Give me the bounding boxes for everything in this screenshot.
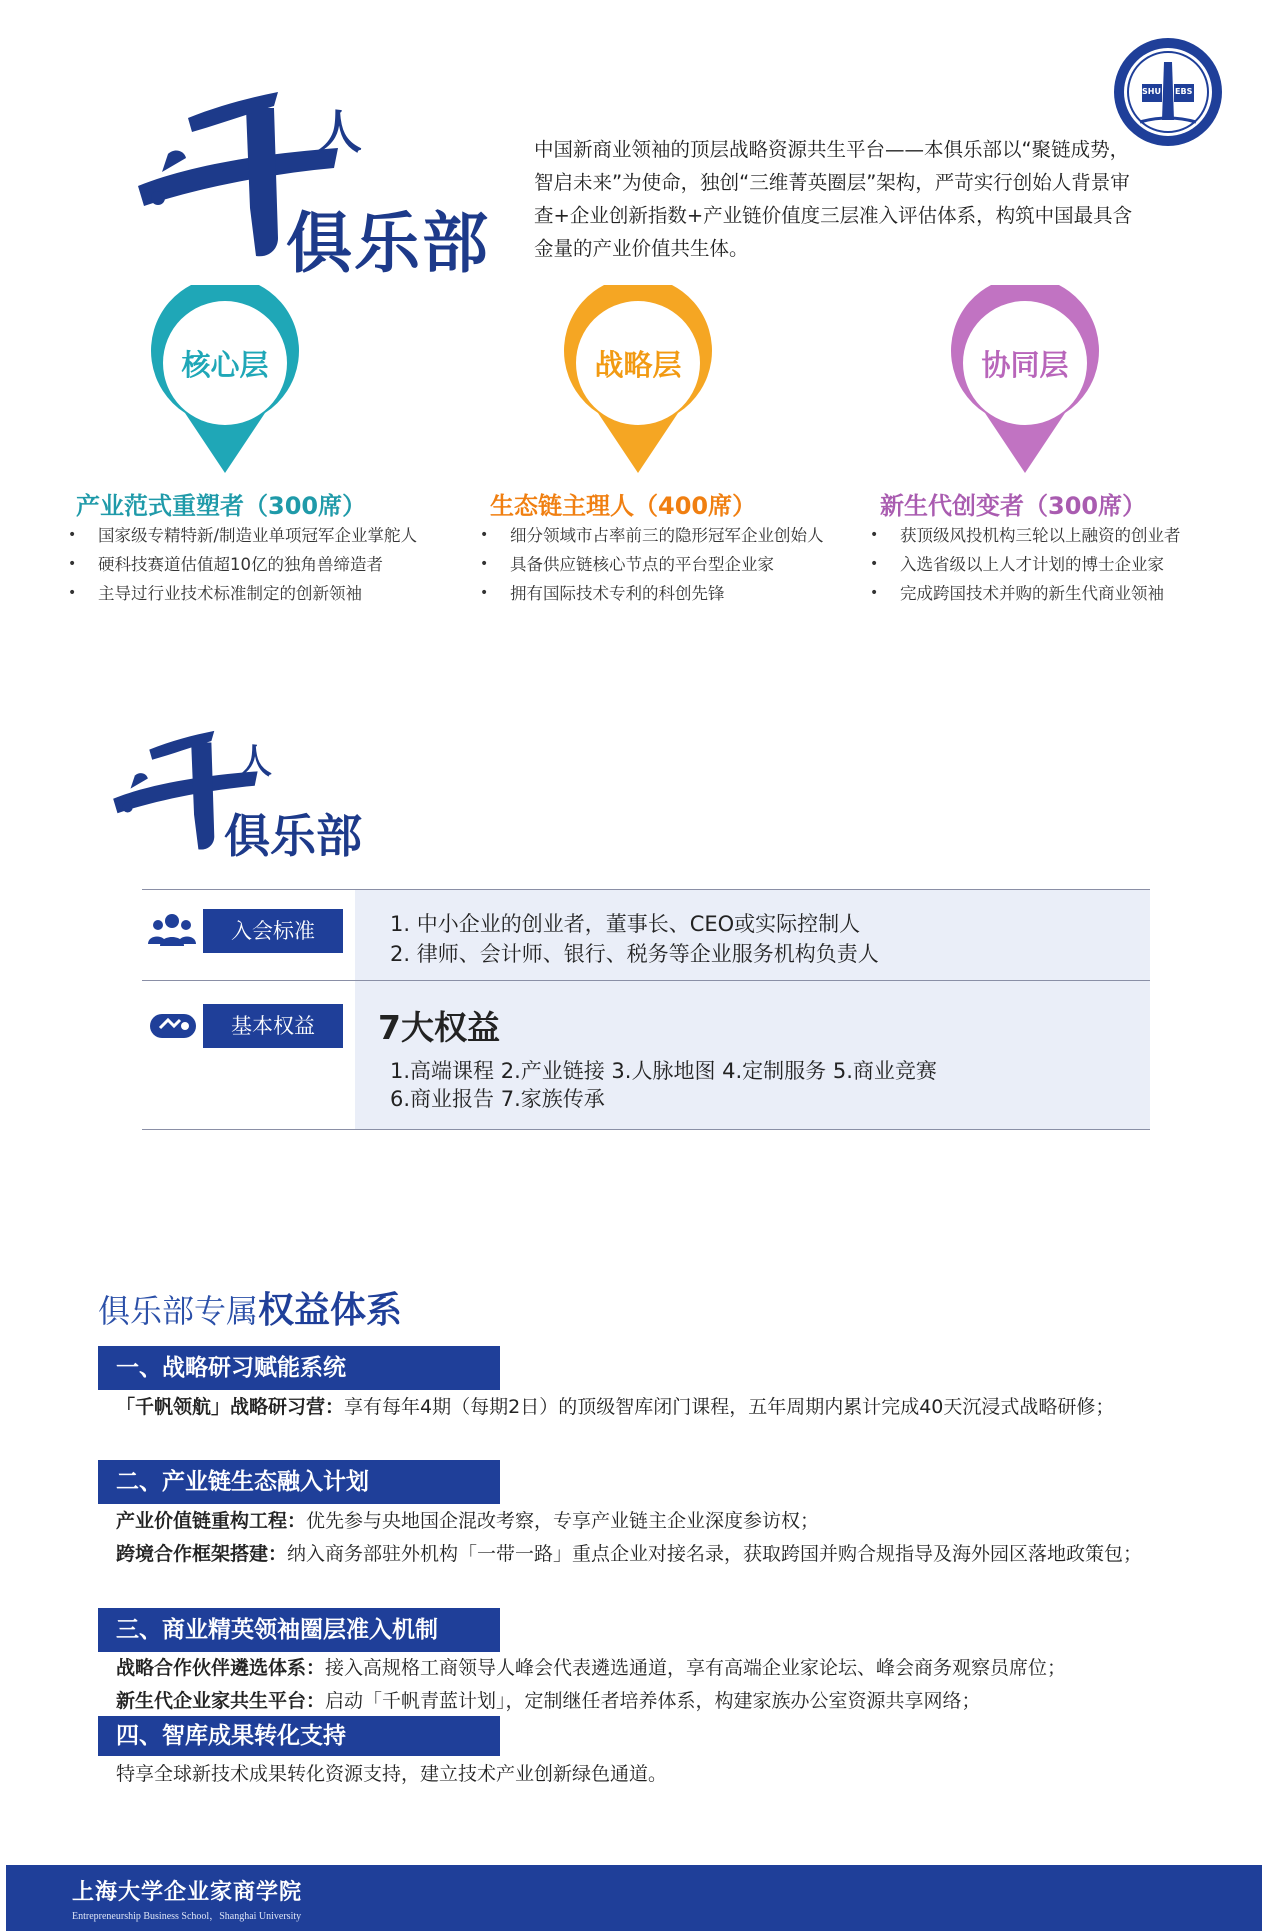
footer-bar	[6, 1865, 1262, 1931]
list-item: • 国家级专精特新/制造业单项冠军企业掌舵人	[68, 521, 417, 550]
list-item: • 细分领域市占率前三的隐形冠军企业创始人	[480, 521, 824, 550]
handshake-icon	[150, 1010, 196, 1042]
section-2-para-2	[116, 1538, 1156, 1571]
logo-char-person: 人	[316, 105, 362, 159]
tier-list-strategy	[480, 521, 824, 608]
logo-char-club: 俱乐部	[286, 204, 490, 282]
criteria-line-1: 1. 中小企业的创业者，董事长、CEO或实际控制人	[390, 912, 861, 936]
benefits-title: 7大权益	[378, 1008, 500, 1047]
people-icon	[148, 912, 196, 946]
section-3-para-2	[116, 1685, 1176, 1718]
benefits-line-2: 6.商业报告 7.家族传承	[390, 1087, 605, 1111]
university-seal	[1112, 36, 1224, 148]
section-heading-3: 三、商业精英领袖圈层准入机制	[98, 1608, 500, 1652]
list-item: • 获顶级风投机构三轮以上融资的创业者	[870, 521, 1181, 550]
para-lead: 新生代企业家共生平台：	[116, 1690, 326, 1712]
section-1-para	[116, 1391, 1156, 1424]
criteria-line-2: 2. 律师、会计师、银行、税务等企业服务机构负责人	[390, 942, 879, 966]
list-item: • 拥有国际技术专利的科创先锋	[480, 579, 824, 608]
tier-title-synergy: 新生代创变者（300席）	[880, 492, 1147, 520]
logo-char-person: 人	[238, 742, 272, 782]
seal-left-text: SHU	[1142, 87, 1161, 96]
para-text: 特享全球新技术成果转化资源支持，建立技术产业创新绿色通道。	[116, 1763, 668, 1785]
pin-label: 协同层	[981, 348, 1069, 382]
tier-list-core	[68, 521, 417, 608]
section-2-para-1	[116, 1505, 1156, 1538]
para-lead: 「千帆领航」战略研习营：	[116, 1396, 345, 1418]
criteria-tag: 入会标准	[203, 909, 343, 953]
tier-list-synergy	[870, 521, 1181, 608]
club-logo-small	[104, 728, 384, 863]
club-logo	[128, 88, 518, 282]
tier-title-core: 产业范式重塑者（300席）	[76, 492, 367, 520]
tier-title-strategy: 生态链主理人（400席）	[490, 492, 757, 520]
para-lead: 跨境合作框架搭建：	[116, 1543, 288, 1565]
list-item: • 硬科技赛道估值超10亿的独角兽缔造者	[68, 550, 417, 579]
seal-right-text: EBS	[1175, 87, 1193, 96]
list-item: • 具备供应链核心节点的平台型企业家	[480, 550, 824, 579]
para-text: 接入高规格工商领导人峰会代表遴选通道，享有高端企业家论坛、峰会商务观察员席位；	[325, 1657, 1067, 1679]
section-heading-2: 二、产业链生态融入计划	[98, 1460, 500, 1504]
pin-label: 核心层	[181, 348, 269, 382]
title-bold: 权益体系	[258, 1290, 403, 1331]
footer-name-cn: 上海大学企业家商学院	[72, 1879, 303, 1905]
footer-name-en: Entrepreneurship Business School，Shanghai University	[72, 1911, 302, 1922]
list-item: • 入选省级以上人才计划的博士企业家	[870, 550, 1181, 579]
benefits-line-1: 1.高端课程 2.产业链接 3.人脉地图 4.定制服务 5.商业竞赛	[390, 1059, 937, 1083]
pin-synergy-tier	[945, 285, 1105, 475]
para-lead: 战略合作伙伴遴选体系：	[116, 1657, 326, 1679]
section-4-para	[116, 1758, 1156, 1791]
pin-core-tier	[145, 285, 305, 475]
title-prefix: 俱乐部专属	[98, 1292, 259, 1330]
para-text: 优先参与央地国企混改考察，专享产业链主企业深度参访权；	[306, 1510, 820, 1532]
para-text: 享有每年4期（每期2日）的顶级智库闭门课程，五年周期内累计完成40天沉浸式战略研修；	[344, 1396, 1115, 1418]
list-item: • 完成跨国技术并购的新生代商业领袖	[870, 579, 1181, 608]
benefit-system-title	[98, 1282, 402, 1333]
pin-strategy-tier	[558, 285, 718, 475]
logo-char-club: 俱乐部	[224, 809, 362, 863]
section-heading-4: 四、智库成果转化支持	[98, 1716, 500, 1756]
section-3-para-1	[116, 1652, 1176, 1685]
para-text: 纳入商务部驻外机构「一带一路」重点企业对接名录，获取跨国并购合规指导及海外园区落地政策包；	[287, 1543, 1143, 1565]
para-text: 启动「千帆青蓝计划」，定制继任者培养体系，构建家族办公室资源共享网络；	[325, 1690, 981, 1712]
section-heading-1: 一、战略研习赋能系统	[98, 1346, 500, 1390]
list-item: • 主导过行业技术标准制定的创新领袖	[68, 579, 417, 608]
table-bottom-rule	[142, 1129, 1150, 1130]
intro-paragraph: 中国新商业领袖的顶层战略资源共生平台——本俱乐部以“聚链成势，智启未来”为使命，独创“三维菁英圈层”架构，严苛实行创始人背景审查+企业创新指数+产业链价值度三层准入评估体系，构筑中国最具含金量的产业价值共生体。	[534, 138, 1133, 260]
para-lead: 产业价值链重构工程：	[116, 1510, 307, 1532]
pin-label: 战略层	[594, 348, 682, 382]
seal-icon	[1112, 36, 1224, 148]
benefits-tag: 基本权益	[203, 1004, 343, 1048]
